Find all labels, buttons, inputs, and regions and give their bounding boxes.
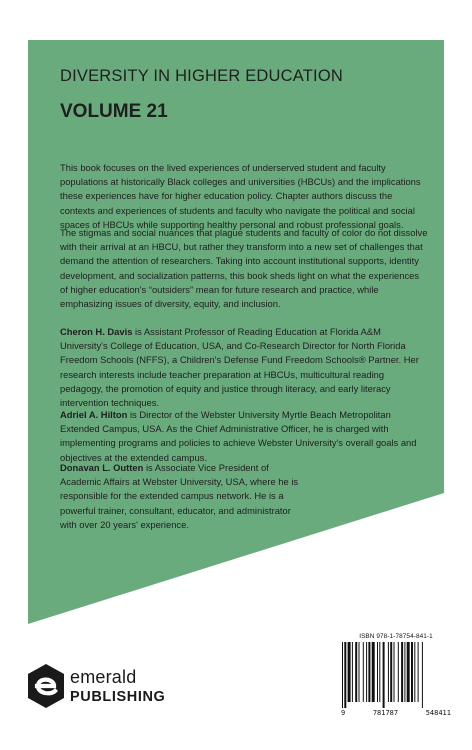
author-bio-outten	[60, 461, 310, 532]
barcode-bar	[407, 642, 410, 702]
barcode-bar	[372, 642, 375, 702]
barcode-bar	[379, 642, 380, 702]
barcode-bar	[394, 642, 395, 702]
barcode-bar	[342, 642, 343, 708]
emerald-logo-icon	[26, 662, 66, 710]
logo-publishing: PUBLISHING	[70, 689, 166, 705]
barcode-digits	[340, 709, 452, 717]
isbn-barcode	[340, 633, 452, 717]
author-bio-text: is Director of the Webster University Myrtle Beach Metropolitan Extended Campus, USA. As the Chief Administrative Officer, he is charged with implementing programs and policies to achieve Webster University's overall goals and objectives at the extended campus.	[60, 409, 417, 463]
isbn-text: ISBN 978-1-78754-841-1	[359, 633, 433, 640]
barcode-bar	[363, 642, 364, 702]
barcode-bar	[418, 642, 419, 702]
barcode-bar	[377, 642, 378, 702]
barcode-bar	[359, 642, 360, 702]
barcode-bar	[411, 642, 413, 702]
barcode-bar	[368, 642, 370, 702]
barcode-bars	[340, 642, 452, 708]
description-paragraph-2: The stigmas and social nuances that plague students and faculty of color do not dissolve with their arrival at an HBCU, but rather they transform into a new set of challenges that demand the attention of researchers. Taking into account institutional supports, identity development, and socialization patterns, this book sheds light on what the experiences of higher education's “outsiders” mean for future research and practice, while emphasizing issues of diversity, equity, and inclusion.	[60, 227, 428, 310]
author-bio-text: is Associate Vice President of Academic Affairs at Webster University, USA, where he is responsible for the extended campus network. He is a powerful trainer, consultant, educator, and administrator with over 20 years' experience.	[60, 462, 299, 530]
logo-wordmark: emerald	[70, 667, 137, 687]
author-bio-davis	[60, 325, 428, 410]
barcode-bar	[414, 642, 415, 702]
description-paragraph-1: This book focuses on the lived experiences of underserved student and faculty populations at historically Black colleges and universities (HBCUs) and the implications these experiences have for higher education policy. Chapter authors discuss the contexts and experiences of students and faculty who navigate the political and social spaces of HBCUs while supporting healthy personal and robust professional goals.	[60, 162, 421, 230]
barcode-bar	[348, 642, 351, 702]
barcode-bar	[366, 642, 367, 702]
barcode-digit-lead: 9	[341, 709, 346, 717]
series-title: DIVERSITY IN HIGHER EDUCATION	[60, 67, 343, 85]
barcode-bar	[422, 642, 423, 708]
barcode-digit-group-2: 548411	[425, 709, 451, 717]
barcode-bar	[398, 642, 399, 702]
volume-number: VOLUME 21	[60, 101, 168, 122]
barcode-bar	[355, 642, 357, 702]
barcode-bar	[383, 642, 385, 708]
author-name: Cheron H. Davis	[60, 326, 133, 337]
barcode-digit-group-1: 781787	[372, 709, 399, 717]
emerald-publishing-logo	[26, 662, 186, 714]
barcode-bar	[352, 642, 353, 702]
author-name: Donavan L. Outten	[60, 462, 144, 473]
barcode-bar	[404, 642, 405, 702]
barcode-bar	[401, 642, 403, 702]
barcode-bar	[390, 642, 392, 702]
author-bio-text: is Assistant Professor of Reading Education at Florida A&M University's College of Education, USA, and Co-Research Director for North Florida Freedom Schools (NFFS), a Children's Defense Fund Freedom Schools® Partner. Her research interests include teacher preparation at HBCUs, multicultural reading pedagogy, the promotion of equity and justice through literacy, and early literacy intervention techniques.	[60, 326, 419, 409]
author-name: Adriel A. Hilton	[60, 409, 128, 420]
author-bio-hilton	[60, 408, 428, 465]
barcode-bar	[388, 642, 389, 702]
barcode-bar	[344, 642, 346, 708]
